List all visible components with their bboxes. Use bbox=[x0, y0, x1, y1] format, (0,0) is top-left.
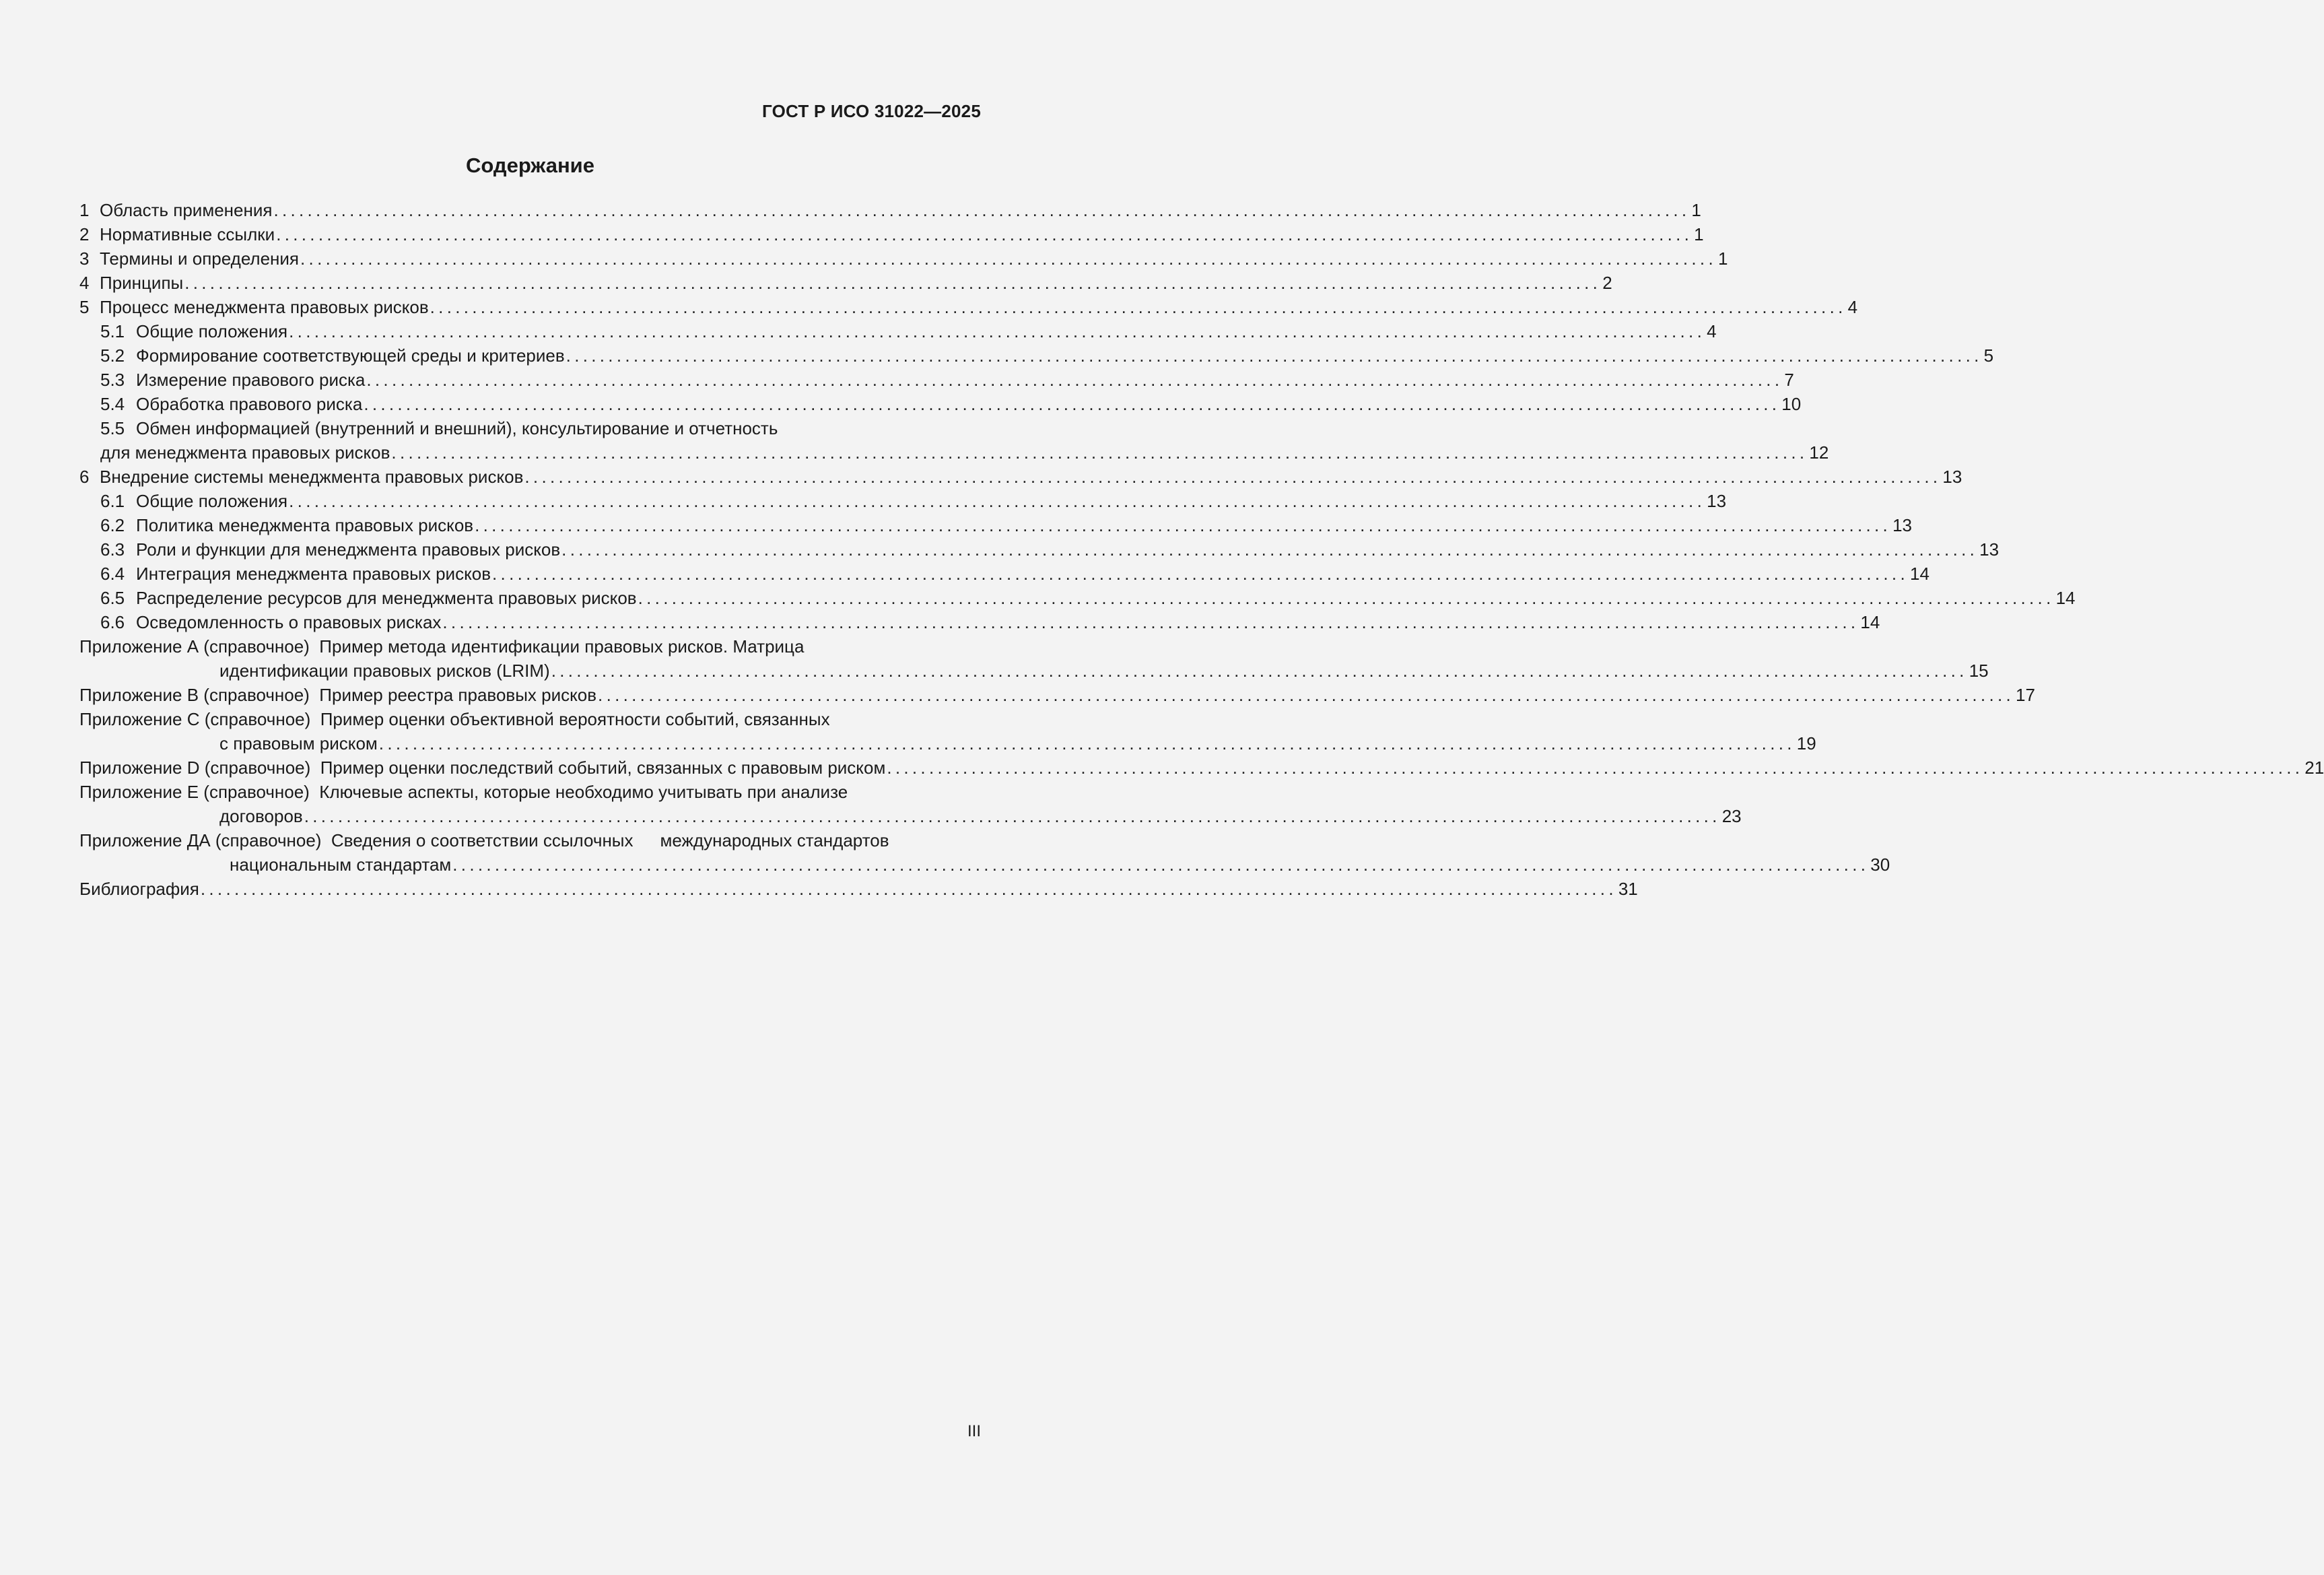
toc-entry-title: Пример оценки объективной вероятности событий, связанных bbox=[320, 709, 830, 729]
toc-entry-title-continued: для менеджмента правовых рисков bbox=[100, 442, 390, 463]
toc-entry-title: Сведения о соответствии ссылочных bbox=[331, 830, 634, 850]
toc-leader-dots bbox=[475, 513, 1891, 537]
toc-leader-dots bbox=[598, 683, 2014, 707]
toc-entry[interactable] bbox=[79, 198, 1701, 222]
toc-entry-title-continued: с правовым риском bbox=[219, 733, 378, 753]
toc-entry-title: Обработка правового риска bbox=[136, 394, 363, 414]
toc-entry[interactable] bbox=[79, 537, 2000, 562]
toc-entry[interactable] bbox=[79, 707, 1816, 756]
toc-entry-page: 19 bbox=[1796, 733, 1816, 753]
toc-entry[interactable] bbox=[79, 295, 1858, 319]
toc-entry-title: Пример реестра правовых рисков bbox=[319, 685, 597, 705]
toc-leader-dots bbox=[492, 562, 1909, 586]
document-code: ГОСТ Р ИСО 31022—2025 bbox=[761, 101, 981, 121]
toc-leader-dots bbox=[638, 586, 2055, 610]
toc-entry-page: 4 bbox=[1707, 321, 1717, 341]
toc-entry[interactable] bbox=[79, 756, 2324, 780]
toc-entry[interactable] bbox=[79, 610, 1880, 634]
toc-leader-dots bbox=[452, 852, 1869, 877]
toc-leader-dots bbox=[566, 343, 1983, 368]
toc-entry-title: Обмен информацией (внутренний и внешний), консультирование и отчетность bbox=[136, 418, 778, 438]
toc-entry-page: 1 bbox=[1691, 200, 1701, 220]
toc-entry-title: Общие положения bbox=[136, 491, 288, 511]
toc-entry[interactable] bbox=[79, 780, 1742, 828]
toc-entry-page: 12 bbox=[1809, 442, 1829, 463]
toc-leader-dots bbox=[304, 804, 1721, 828]
toc-entry[interactable] bbox=[79, 368, 1794, 392]
toc-entry[interactable] bbox=[79, 271, 1612, 295]
toc-entry[interactable] bbox=[79, 513, 1912, 537]
toc-entry[interactable] bbox=[79, 416, 1829, 465]
toc-entry-page: 13 bbox=[1892, 515, 1912, 535]
toc-entry-number: 6.5 bbox=[100, 588, 125, 608]
toc-entry-title: Термины и определения bbox=[100, 248, 300, 269]
toc-entry-page: 14 bbox=[1909, 564, 1929, 584]
toc-entry-title: Внедрение системы менеджмента правовых рисков bbox=[100, 467, 524, 487]
toc-entry-title: Распределение ресурсов для менеджмента правовых рисков bbox=[136, 588, 637, 608]
toc-entry[interactable] bbox=[79, 683, 2035, 707]
toc-title: Содержание bbox=[466, 154, 594, 177]
toc-entry[interactable] bbox=[79, 586, 2076, 610]
toc-entry[interactable] bbox=[79, 319, 1717, 343]
toc-entry-page: 1 bbox=[1717, 248, 1728, 269]
appendix-label: Приложение А (справочное) bbox=[79, 636, 310, 657]
toc-entry-page: 1 bbox=[1694, 224, 1704, 244]
toc-entry-page: 7 bbox=[1784, 370, 1794, 390]
toc-entry-title-part: международных стандартов bbox=[660, 830, 889, 850]
toc-entry-title: Пример метода идентификации правовых рисков. Матрица bbox=[319, 636, 805, 657]
toc-entry-page: 31 bbox=[1618, 879, 1638, 899]
toc-entry-title: Процесс менеджмента правовых рисков bbox=[100, 297, 429, 317]
toc-entry-page: 21 bbox=[2304, 758, 2324, 778]
toc-entry-title: Интеграция менеджмента правовых рисков bbox=[136, 564, 491, 584]
toc-leader-dots bbox=[273, 198, 1690, 222]
toc-entry[interactable] bbox=[79, 562, 1929, 586]
toc-entry-title: Ключевые аспекты, которые необходимо учитывать при анализе bbox=[319, 782, 848, 802]
toc-entry[interactable] bbox=[79, 634, 1989, 683]
toc-leader-dots bbox=[887, 756, 2303, 780]
toc-entry-number: 6.1 bbox=[100, 491, 125, 511]
toc-entry-title: Общие положения bbox=[136, 321, 288, 341]
toc-leader-dots bbox=[391, 440, 1808, 465]
toc-entry[interactable] bbox=[79, 877, 1638, 901]
toc-entry-number: 4 bbox=[79, 273, 90, 293]
toc-entry-number: 5.3 bbox=[100, 370, 125, 390]
toc-entry-page: 15 bbox=[1969, 661, 1989, 681]
toc-leader-dots bbox=[551, 659, 1968, 683]
appendix-label: Приложение В (справочное) bbox=[79, 685, 310, 705]
toc-entry-page: 13 bbox=[1707, 491, 1727, 511]
toc-entry-page: 10 bbox=[1781, 394, 1802, 414]
toc-entry-number: 5.1 bbox=[100, 321, 125, 341]
toc-entry[interactable] bbox=[79, 392, 1802, 416]
toc-entry-number: 6.2 bbox=[100, 515, 125, 535]
toc-entry-page: 2 bbox=[1602, 273, 1612, 293]
toc-entry-number: 6.3 bbox=[100, 539, 125, 560]
appendix-label: Приложение D (справочное) bbox=[79, 758, 311, 778]
toc-entry-title: Нормативные ссылки bbox=[100, 224, 275, 244]
toc-entry-page: 5 bbox=[1983, 345, 1994, 366]
toc-leader-dots bbox=[430, 295, 1847, 319]
toc-leader-dots bbox=[201, 877, 1617, 901]
toc-entry-page: 17 bbox=[2016, 685, 2035, 705]
appendix-label: Приложение ДА (справочное) bbox=[79, 830, 322, 850]
toc-entry-title: Политика менеджмента правовых рисков bbox=[136, 515, 474, 535]
toc-leader-dots bbox=[289, 489, 1705, 513]
toc-entry-number: 5.4 bbox=[100, 394, 125, 414]
toc-entry-title: Роли и функции для менеджмента правовых рисков bbox=[136, 539, 561, 560]
toc-entry[interactable] bbox=[79, 465, 1962, 489]
toc-entry[interactable] bbox=[79, 343, 1994, 368]
toc-entry[interactable] bbox=[79, 489, 1727, 513]
toc-entry-page: 23 bbox=[1721, 806, 1742, 826]
toc-entry-page: 14 bbox=[2055, 588, 2076, 608]
toc-leader-dots bbox=[524, 465, 1941, 489]
toc-entry-title: Библиография bbox=[79, 879, 199, 899]
toc-leader-dots bbox=[561, 537, 1978, 562]
toc-leader-dots bbox=[289, 319, 1705, 343]
toc-entry-page: 13 bbox=[1942, 467, 1962, 487]
toc-entry-title-continued: договоров bbox=[219, 806, 303, 826]
page-number: III bbox=[967, 1422, 981, 1440]
appendix-label: Приложение Е (справочное) bbox=[79, 782, 310, 802]
toc-leader-dots bbox=[300, 246, 1717, 271]
toc-entry-title: Область применения bbox=[100, 200, 273, 220]
toc-leader-dots bbox=[276, 222, 1693, 246]
toc-entry-number: 6.4 bbox=[100, 564, 125, 584]
toc-entry-title: Измерение правового риска bbox=[136, 370, 366, 390]
toc-entry-title: Пример оценки последствий событий, связанных с правовым риском bbox=[320, 758, 886, 778]
toc-leader-dots bbox=[379, 731, 1796, 756]
toc-leader-dots bbox=[364, 392, 1780, 416]
toc-entry-page: 4 bbox=[1847, 297, 1858, 317]
toc-entry[interactable] bbox=[79, 246, 1728, 271]
appendix-label: Приложение С (справочное) bbox=[79, 709, 311, 729]
toc-entry-number: 5 bbox=[79, 297, 90, 317]
toc-entry[interactable] bbox=[79, 828, 1890, 877]
toc-entry-number: 5.5 bbox=[100, 418, 125, 438]
toc-leader-dots bbox=[366, 368, 1783, 392]
toc-entry-title: Принципы bbox=[100, 273, 184, 293]
toc-entry-number: 1 bbox=[79, 200, 90, 220]
toc-entry-title-continued: национальным стандартам bbox=[230, 854, 452, 875]
toc-entry-page: 30 bbox=[1870, 854, 1890, 875]
toc-entry-number: 2 bbox=[79, 224, 90, 244]
toc-entry-title: Формирование соответствующей среды и критериев bbox=[136, 345, 565, 366]
toc-entry-page: 14 bbox=[1860, 612, 1880, 632]
toc-leader-dots bbox=[442, 610, 1859, 634]
toc-entry-number: 6 bbox=[79, 467, 90, 487]
toc-entry-page: 13 bbox=[1979, 539, 2000, 560]
toc-entry-number: 3 bbox=[79, 248, 90, 269]
toc-entry-number: 6.6 bbox=[100, 612, 125, 632]
toc-entry-number: 5.2 bbox=[100, 345, 125, 366]
table-of-contents bbox=[79, 198, 2324, 901]
toc-entry-title: Осведомленность о правовых рисках bbox=[136, 612, 442, 632]
toc-entry[interactable] bbox=[79, 222, 1704, 246]
toc-leader-dots bbox=[184, 271, 1601, 295]
toc-entry-title-continued: идентификации правовых рисков (LRIM) bbox=[219, 661, 550, 681]
